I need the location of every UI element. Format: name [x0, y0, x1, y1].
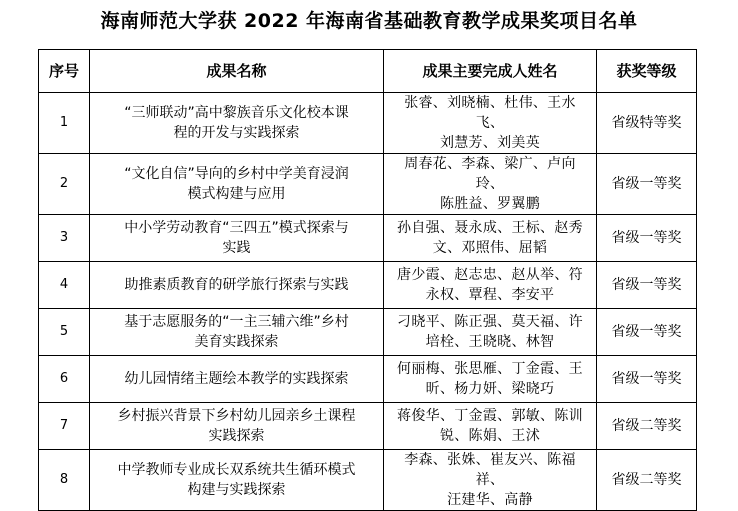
row-name-line2: 美育实践探索 [194, 334, 279, 350]
document-title: 海南师范大学获 2022 年海南省基础教育教学成果奖项目名单 [100, 10, 638, 32]
table-row [39, 356, 697, 403]
row-people-line2: 陈胜益、罗翼鹏 [439, 196, 541, 212]
row-people-line1: 唐少霞、赵志忠、赵从举、符 [397, 267, 583, 283]
row-people-line1: 周春花、李森、梁广、卢向玲、 [404, 156, 576, 192]
row-award: 省级一等奖 [597, 356, 697, 403]
row-people [384, 262, 597, 309]
header-row [39, 50, 697, 93]
row-award: 省级二等奖 [597, 450, 697, 511]
row-people [384, 403, 597, 450]
row-name [90, 450, 384, 511]
row-people [384, 309, 597, 356]
row-name-line1: 乡村振兴背景下乡村幼儿园亲乡土课程 [117, 408, 356, 424]
row-name-line1: 幼儿园情绪主题绘本教学的实践探索 [124, 371, 349, 387]
row-people-line1: 蒋俊华、丁金霞、郭敏、陈训 [397, 408, 583, 424]
row-people-line1: 孙自强、聂永成、王标、赵秀 [397, 220, 583, 236]
row-award: 省级一等奖 [597, 215, 697, 262]
row-people-line2: 昕、杨力妍、梁晓巧 [425, 381, 555, 397]
table-row [39, 450, 697, 511]
row-index: 4 [39, 262, 90, 309]
row-name [90, 154, 384, 215]
row-award: 省级二等奖 [597, 403, 697, 450]
row-name-line2: 模式构建与应用 [187, 186, 286, 202]
header-index: 序号 [39, 50, 90, 93]
row-people-line1: 李森、张姝、崔友兴、陈福祥、 [404, 452, 576, 488]
row-people [384, 93, 597, 154]
row-name [90, 215, 384, 262]
row-name [90, 403, 384, 450]
awards-table [38, 49, 697, 511]
row-people-line2: 永权、覃程、李安平 [425, 287, 555, 303]
row-people-line2: 培栓、王晓晓、林智 [425, 334, 555, 350]
row-people [384, 215, 597, 262]
table-row [39, 403, 697, 450]
header-award: 获奖等级 [597, 50, 697, 93]
table-row [39, 309, 697, 356]
row-name-line1: 助推素质教育的研学旅行探索与实践 [124, 277, 349, 293]
row-index: 1 [39, 93, 90, 154]
row-award: 省级特等奖 [597, 93, 697, 154]
row-people-line2: 汪建华、高静 [447, 492, 533, 508]
row-name-line1: 基于志愿服务的“一主三辅六维”乡村 [124, 314, 349, 330]
row-people [384, 450, 597, 511]
row-name-line1: 中小学劳动教育“三四五”模式探索与 [124, 220, 349, 236]
row-name [90, 262, 384, 309]
row-award: 省级一等奖 [597, 262, 697, 309]
row-people-line1: 刁晓平、陈正强、莫天福、许 [397, 314, 583, 330]
row-people [384, 356, 597, 403]
row-people-line2: 文、邓照伟、屈韬 [432, 240, 548, 256]
row-award: 省级一等奖 [597, 309, 697, 356]
row-index: 7 [39, 403, 90, 450]
header-people: 成果主要完成人姓名 [384, 50, 597, 93]
table-row [39, 215, 697, 262]
row-name-line1: 中学教师专业成长双系统共生循环模式 [117, 462, 356, 478]
row-name-line1: “文化自信”导向的乡村中学美育浸润 [124, 166, 349, 182]
row-award: 省级一等奖 [597, 154, 697, 215]
row-people-line1: 何丽梅、张思雁、丁金霞、王 [397, 361, 583, 377]
row-name [90, 93, 384, 154]
row-name-line2: 程的开发与实践探索 [173, 125, 300, 141]
row-people [384, 154, 597, 215]
row-name-line2: 构建与实践探索 [187, 482, 286, 498]
row-index: 5 [39, 309, 90, 356]
row-people-line1: 张睿、刘晓楠、杜伟、王水飞、 [404, 95, 576, 131]
table-row [39, 93, 697, 154]
table-row [39, 262, 697, 309]
row-name [90, 356, 384, 403]
row-name-line1: “三师联动”高中黎族音乐文化校本课 [124, 105, 349, 121]
row-index: 8 [39, 450, 90, 511]
row-name [90, 309, 384, 356]
header-name: 成果名称 [90, 50, 384, 93]
row-index: 6 [39, 356, 90, 403]
row-name-line2: 实践探索 [208, 428, 265, 444]
row-people-line2: 锐、陈娟、王沭 [439, 428, 541, 444]
row-index: 3 [39, 215, 90, 262]
row-index: 2 [39, 154, 90, 215]
table-row [39, 154, 697, 215]
row-name-line2: 实践 [222, 240, 251, 256]
row-people-line2: 刘慧芳、刘美英 [439, 135, 541, 151]
